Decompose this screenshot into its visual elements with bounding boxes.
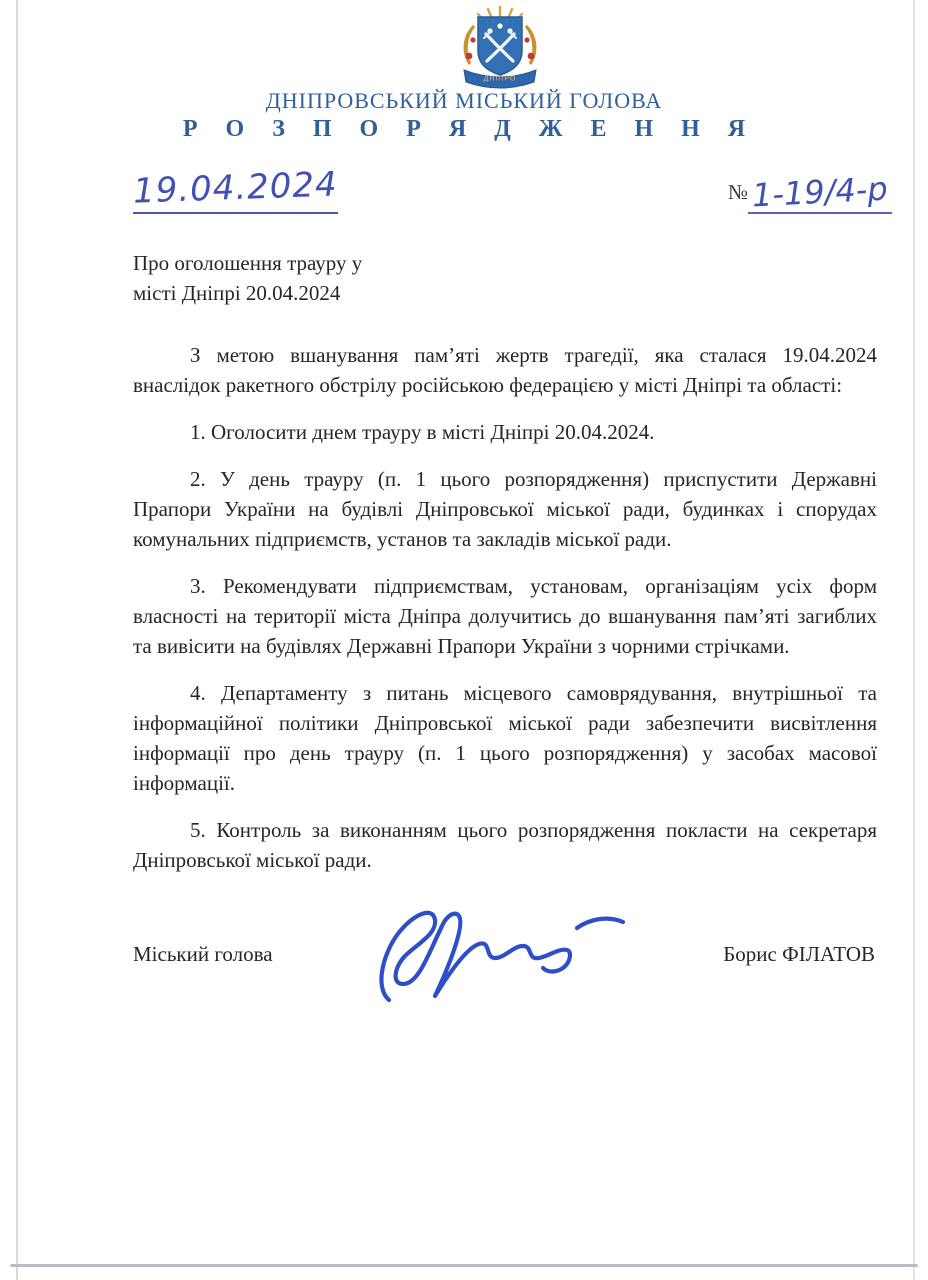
handwritten-date-text: 19.04.2024 [132,164,339,212]
handwritten-signature-icon [371,900,641,1017]
dnipro-coat-of-arms-icon [444,4,556,90]
paragraph-item-2: 2. У день трауру (п. 1 цього розпорядження) приспустити Державні Прапори України на будівлі Дніпровської міської ради, будинках і спорудах комунальних підприємств, установ та закладів міської ради. [133,467,877,551]
paragraph-item-3: 3. Рекомендувати підприємствам, установам, організаціям усіх форм власності на території міста Дніпра долучитись до вшанування пам’яті загиблих та вивісити на будівлях Державні Прапори України з чорними стрічками. [133,574,877,658]
number-sign-label: № [728,180,749,204]
subject-line-2: місті Дніпрі 20.04.2024 [133,281,341,305]
subject-block [133,248,553,308]
signature-row [133,900,877,1010]
paragraph-item-1: 1. Оголосити днем трауру в місті Дніпрі 20.04.2024. [190,420,655,444]
org-name-heading: ДНІПРОВСЬКИЙ МІСЬКИЙ ГОЛОВА [265,88,663,113]
handwritten-date [132,164,339,214]
paragraph-preamble: З метою вшанування пам’яті жертв трагедії, яка сталася 19.04.2024 внаслідок ракетного обстрілу російською федерацією у місті Дніпрі та області: [133,343,877,397]
document-body [133,340,877,892]
emblem-banner-text: ДНІПРО [483,75,517,83]
page-edge-bottom [10,1264,918,1267]
subject-line-1: Про оголошення трауру у [133,251,363,275]
signer-name: Борис ФІЛАТОВ [723,942,875,966]
page-edge-right [913,0,915,1280]
handwritten-number-text: 1-19/4-р [751,169,889,215]
document-number [728,168,903,215]
paragraph-item-5: 5. Контроль за виконанням цього розпорядження покласти на секретаря Дніпровської міської ради. [133,818,877,872]
doc-type-heading: Р О З П О Р Я Д Ж Е Н Н Я [182,116,757,142]
page-edge-left [16,0,18,1280]
paragraph-item-4: 4. Департаменту з питань місцевого самоврядування, внутрішньої та інформаційної політики Дніпровської міської ради забезпечити висвітлення інформації про день трауру (п. 1 цього розпорядження) у засобах масової інформації. [133,681,877,795]
signer-position-title: Міський голова [133,942,273,966]
